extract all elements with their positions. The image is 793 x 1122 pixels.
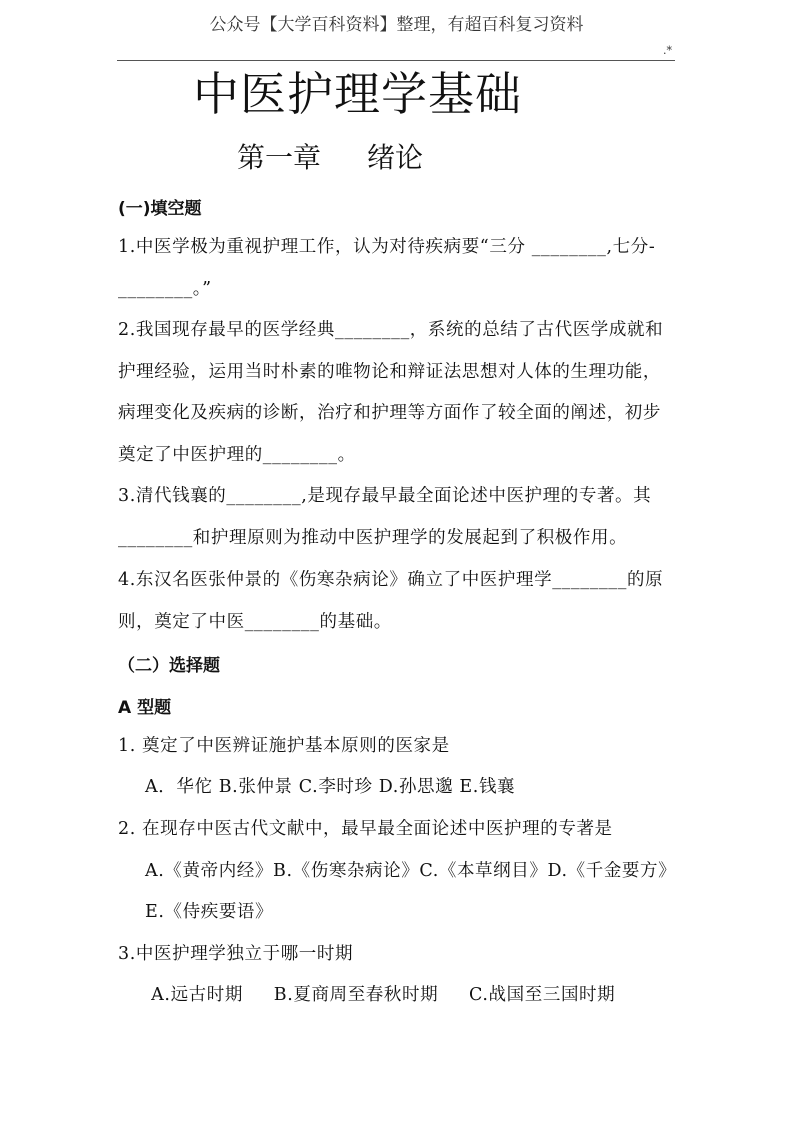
options-line: A.《黄帝内经》B.《伤寒杂病论》C.《本草纲目》D.《千金要方》: [145, 861, 677, 881]
section-heading-multiple-choice: （二）选择题: [118, 656, 220, 676]
text-line: 3.清代钱襄的________,是现存最早最全面论述中医护理的专著。其: [118, 486, 652, 506]
subheading-type-a: A 型题: [118, 698, 172, 718]
question-line: 3.中医护理学独立于哪一时期: [118, 944, 354, 964]
chapter-name: 绪论: [367, 141, 424, 174]
question-line: 2. 在现存中医古代文献中，最早最全面论述中医护理的专著是: [118, 819, 613, 839]
page-header: 公众号【大学百科资料】整理，有超百科复习资料: [209, 15, 584, 35]
text-line: ________和护理原则为推动中医护理学的发展起到了积极作用。: [118, 528, 628, 548]
text-line: 奠定了中医护理的________。: [118, 445, 356, 465]
section-heading-fill-blank: (一)填空题: [118, 199, 202, 219]
text-line: 护理经验，运用当时朴素的唯物论和辩证法思想对人体的生理功能，: [118, 362, 661, 382]
question-line: 1. 奠定了中医辨证施护基本原则的医家是: [118, 736, 450, 756]
text-line: 1.中医学极为重视护理工作，认为对待疾病要“三分 ________,七分-: [118, 237, 656, 257]
text-line: 4.东汉名医张仲景的《伤寒杂病论》确立了中医护理学________的原: [118, 570, 664, 590]
text-line: 2.我国现存最早的医学经典________，系统的总结了古代医学成就和: [118, 320, 664, 340]
text-line: 病理变化及疾病的诊断，治疗和护理等方面作了较全面的阐述，初步: [118, 403, 661, 423]
text-line: ________。”: [118, 279, 212, 299]
options-line: A．华佗 B.张仲景 C.李时珍 D.孙思邈 E.钱襄: [145, 777, 516, 797]
header-mark: .*: [663, 44, 672, 57]
text-line: 则，奠定了中医________的基础。: [118, 612, 392, 632]
document-title: 中医护理学基础: [193, 67, 522, 121]
options-line: A.远古时期 B.夏商周至春秋时期 C.战国至三国时期: [145, 985, 616, 1005]
options-line: E.《侍疾要语》: [145, 902, 274, 922]
chapter-number: 第一章: [237, 141, 322, 174]
